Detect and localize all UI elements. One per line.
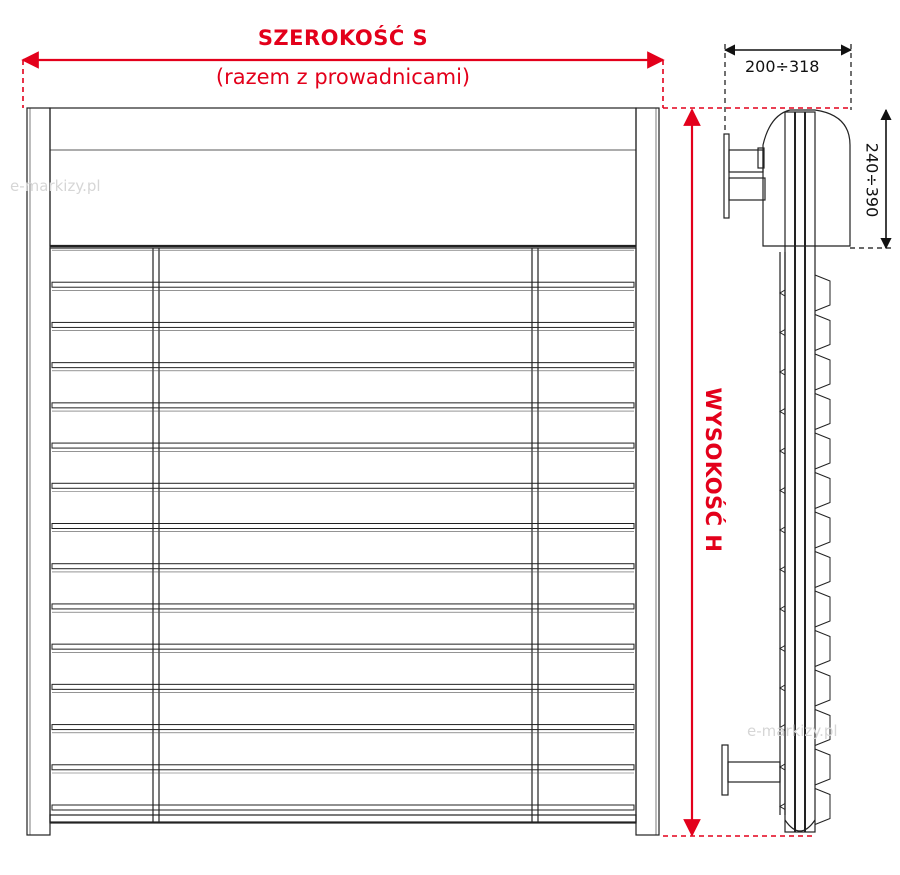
box-height-range-label: 240÷390: [862, 142, 882, 218]
side-slat-hook: [780, 448, 785, 454]
top-bracket-plate: [724, 134, 729, 218]
side-slat-hook: [780, 527, 785, 533]
front-slat: [52, 765, 634, 770]
side-slat-hook: [780, 606, 785, 612]
side-slat: [815, 354, 830, 390]
side-slat: [815, 552, 830, 588]
side-slat: [815, 433, 830, 469]
side-slat: [815, 670, 830, 706]
side-slat-hook: [780, 646, 785, 652]
front-slat: [52, 483, 634, 488]
side-slat: [815, 473, 830, 509]
side-slat-hook: [780, 330, 785, 336]
side-slat: [815, 591, 830, 627]
curtain-panel: [50, 248, 636, 822]
front-slat: [52, 363, 634, 368]
side-slat: [815, 315, 830, 351]
front-slat: [52, 564, 634, 569]
front-slat: [52, 725, 634, 730]
width-subtitle: (razem z prowadnicami): [215, 65, 471, 89]
side-slat-hook: [780, 409, 785, 415]
depth-range-label: 200÷318: [745, 57, 820, 76]
watermark-left: e-markizy.pl: [10, 177, 101, 195]
side-slat: [815, 789, 830, 825]
bottom-bracket-plate: [722, 745, 728, 795]
side-slat: [815, 512, 830, 548]
right-guide-rail: [636, 108, 659, 835]
side-slat-hook: [780, 567, 785, 573]
front-slat: [52, 282, 634, 287]
side-slat-hook: [780, 685, 785, 691]
side-slat: [815, 275, 830, 311]
front-slat: [52, 604, 634, 609]
front-slat: [52, 805, 634, 810]
side-slat-hook: [780, 488, 785, 494]
side-slat-hook: [780, 290, 785, 296]
side-slat-hook: [780, 369, 785, 375]
side-slat-hook: [780, 804, 785, 810]
side-slat: [815, 749, 830, 785]
front-slat: [52, 684, 634, 689]
left-guide-rail: [27, 108, 50, 835]
side-box-profile: [763, 110, 850, 246]
front-slat: [52, 443, 634, 448]
side-slat: [815, 631, 830, 667]
side-slat: [815, 394, 830, 430]
side-slat-hook: [780, 764, 785, 770]
front-slat: [52, 322, 634, 327]
front-view: [27, 108, 659, 835]
front-slats: [52, 250, 634, 810]
width-title: SZEROKOŚĆ S: [257, 26, 429, 50]
watermark-right: e-markizy.pl: [747, 722, 838, 740]
roller-box: [50, 108, 636, 246]
front-slat: [52, 524, 634, 529]
front-slat: [52, 403, 634, 408]
height-title: WYSOKOŚĆ H: [701, 387, 725, 553]
front-slat: [52, 644, 634, 649]
